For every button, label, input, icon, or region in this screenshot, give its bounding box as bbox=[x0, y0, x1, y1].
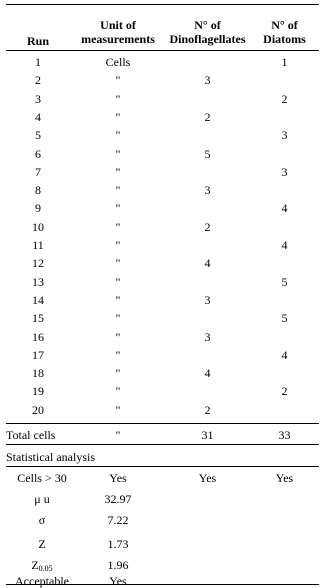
total-diat: 33 bbox=[278, 428, 291, 442]
row-unit: " bbox=[115, 201, 121, 215]
header-unit-line2: measurements bbox=[81, 32, 155, 46]
row-unit: Cells bbox=[105, 55, 131, 69]
row-run: 3 bbox=[35, 92, 41, 106]
header-unit-line1: Unit of bbox=[100, 18, 136, 32]
row-run: 4 bbox=[35, 110, 41, 124]
header-diat-line1: N° of bbox=[271, 18, 298, 32]
stat-label bbox=[6, 574, 78, 588]
row-run: 12 bbox=[32, 256, 44, 270]
row-unit: " bbox=[115, 403, 121, 417]
row-dino: 2 bbox=[204, 403, 211, 417]
row-dino: 3 bbox=[204, 330, 211, 344]
row-unit: " bbox=[115, 366, 121, 380]
row-diat: 4 bbox=[281, 238, 288, 252]
row-run: 11 bbox=[32, 238, 44, 252]
row-diat: 5 bbox=[281, 311, 288, 325]
row-unit: " bbox=[115, 110, 121, 124]
row-dino: 3 bbox=[204, 183, 211, 197]
row-run: 19 bbox=[32, 384, 44, 398]
stats-title-rule bbox=[6, 466, 319, 467]
header-dino-line2: Dinoflagellates bbox=[169, 32, 246, 46]
header-rule bbox=[6, 50, 319, 51]
stat-label-text: Z bbox=[31, 558, 39, 572]
stat-label bbox=[6, 471, 78, 485]
row-unit: " bbox=[115, 165, 121, 179]
row-diat: 3 bbox=[281, 165, 288, 179]
stat-unit: Yes bbox=[109, 574, 127, 588]
row-dino: 3 bbox=[204, 73, 211, 87]
stat-unit: Yes bbox=[109, 471, 127, 485]
row-run: 10 bbox=[32, 220, 44, 234]
row-unit: " bbox=[115, 256, 121, 270]
row-dino: 2 bbox=[204, 220, 211, 234]
header-dino-line1: N° of bbox=[194, 18, 221, 32]
row-unit: " bbox=[115, 183, 121, 197]
header-diat-line2: Diatoms bbox=[263, 32, 306, 46]
stat-label-text: Acceptable bbox=[15, 574, 69, 588]
row-unit: " bbox=[115, 384, 121, 398]
total-bottom-rule bbox=[6, 444, 319, 445]
row-run: 1 bbox=[35, 55, 41, 69]
table-bottom-rule bbox=[6, 584, 319, 585]
stat-label-subscript: 0.05 bbox=[38, 564, 53, 573]
row-run: 18 bbox=[32, 366, 44, 380]
row-unit: " bbox=[115, 147, 121, 161]
row-run: 8 bbox=[35, 183, 41, 197]
row-dino: 4 bbox=[204, 366, 211, 380]
row-unit: " bbox=[115, 348, 121, 362]
row-diat: 2 bbox=[281, 384, 288, 398]
row-unit: " bbox=[115, 220, 121, 234]
stat-label bbox=[6, 537, 78, 551]
row-run: 13 bbox=[32, 275, 44, 289]
row-dino: 4 bbox=[204, 256, 211, 270]
row-run: 9 bbox=[35, 201, 41, 215]
row-diat: 5 bbox=[281, 275, 288, 289]
row-unit: " bbox=[115, 293, 121, 307]
row-run: 6 bbox=[35, 147, 41, 161]
row-unit: " bbox=[115, 128, 121, 142]
row-diat: 4 bbox=[281, 201, 288, 215]
total-unit: " bbox=[115, 428, 121, 442]
row-run: 20 bbox=[32, 403, 44, 417]
row-run: 2 bbox=[35, 73, 41, 87]
row-unit: " bbox=[115, 73, 121, 87]
row-diat: 4 bbox=[281, 348, 288, 362]
stat-label bbox=[6, 492, 78, 506]
table-top-rule bbox=[6, 4, 319, 5]
row-run: 15 bbox=[32, 311, 44, 325]
row-dino: 2 bbox=[204, 110, 211, 124]
stats-title: Statistical analysis bbox=[6, 450, 95, 464]
row-run: 5 bbox=[35, 128, 41, 142]
header-run: Run bbox=[26, 34, 49, 48]
stat-label-text: Cells > 30 bbox=[17, 471, 67, 485]
stat-dino: Yes bbox=[198, 471, 217, 485]
row-diat: 2 bbox=[281, 92, 288, 106]
row-run: 17 bbox=[32, 348, 44, 362]
stat-diat: Yes bbox=[275, 471, 294, 485]
stat-unit: 1.73 bbox=[107, 537, 129, 551]
row-diat: 1 bbox=[281, 55, 288, 69]
row-unit: " bbox=[115, 330, 121, 344]
row-unit: " bbox=[115, 311, 121, 325]
stat-label-text: μ u bbox=[34, 492, 50, 506]
row-dino: 5 bbox=[204, 147, 211, 161]
row-run: 16 bbox=[32, 330, 44, 344]
row-unit: " bbox=[115, 92, 121, 106]
row-dino: 3 bbox=[204, 293, 211, 307]
stat-label bbox=[6, 513, 78, 527]
stat-unit: 1.96 bbox=[107, 558, 129, 572]
row-diat: 3 bbox=[281, 128, 288, 142]
stat-label-text: Z bbox=[38, 537, 46, 551]
stat-unit: 32.97 bbox=[104, 492, 132, 506]
row-run: 7 bbox=[35, 165, 41, 179]
stat-unit: 7.22 bbox=[107, 513, 129, 527]
total-top-rule bbox=[6, 423, 319, 424]
total-label: Total cells bbox=[6, 428, 56, 442]
row-run: 14 bbox=[32, 293, 44, 307]
row-unit: " bbox=[115, 275, 121, 289]
stat-label-text: σ bbox=[38, 513, 46, 527]
total-dino: 31 bbox=[201, 428, 214, 442]
row-unit: " bbox=[115, 238, 121, 252]
